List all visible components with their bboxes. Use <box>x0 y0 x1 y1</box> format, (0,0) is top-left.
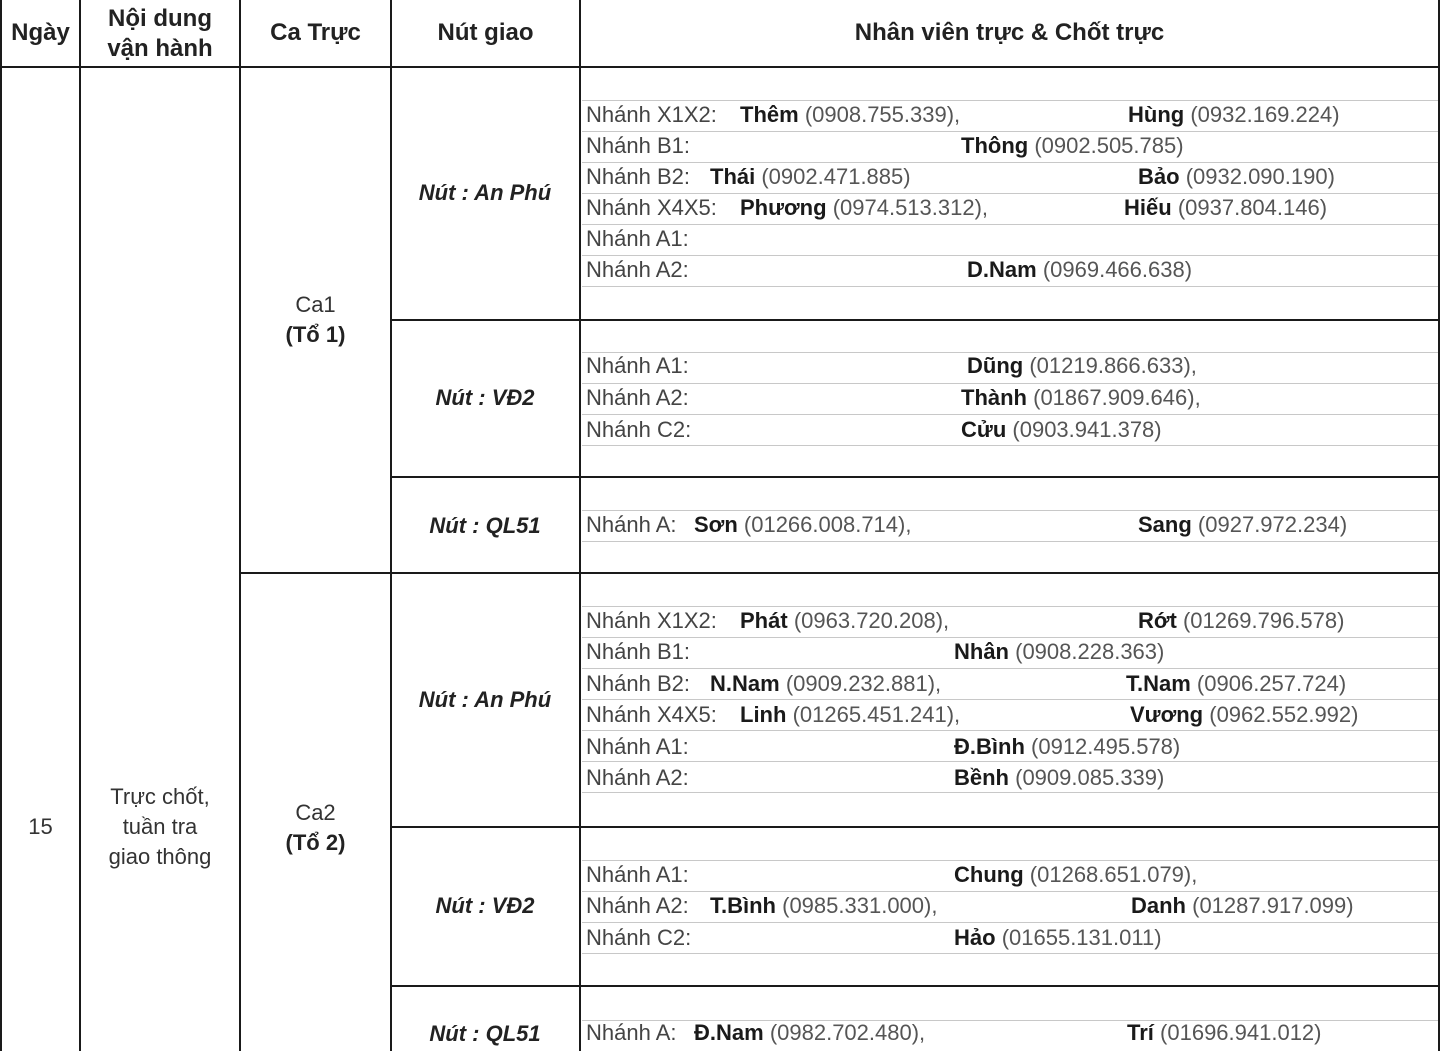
node-label: Nút : QL51 <box>429 1021 541 1046</box>
branch-label: Nhánh B2: <box>586 164 690 189</box>
staff-phone: (01696.941.012) <box>1160 1020 1322 1045</box>
staff-name: D.Nam <box>967 257 1037 282</box>
node-label: Nút : VĐ2 <box>435 385 535 410</box>
staff-phone: (0927.972.234) <box>1197 512 1348 537</box>
staff-phone: (0902.471.885) <box>761 164 911 189</box>
column-divider-day <box>79 0 81 1051</box>
staff-name: Bềnh <box>954 765 1009 790</box>
branch-label: Nhánh X1X2: <box>586 608 717 633</box>
branch-label: Nhánh X4X5: <box>586 195 717 220</box>
branch-label: Nhánh C2: <box>586 417 692 442</box>
shift-name: Ca2 <box>295 800 336 825</box>
header-shift: Ca Trực <box>270 19 361 46</box>
branch-label: Nhánh A1: <box>586 353 689 378</box>
staff-name: Thông <box>961 133 1029 158</box>
staff-name: Sơn <box>694 512 738 537</box>
header-staff: Nhân viên trực & Chốt trực <box>854 19 1165 46</box>
staff-phone: (01268.651.079), <box>1029 862 1198 887</box>
staff-name: Thái <box>710 164 756 189</box>
staff-phone: (0912.495.578) <box>1031 734 1181 759</box>
staff-phone: (0969.466.638) <box>1042 257 1193 282</box>
staff-phone: (01655.131.011) <box>1001 925 1162 950</box>
staff-phone: (0903.941.378) <box>1012 417 1162 442</box>
staff-phone: (0902.505.785) <box>1034 133 1184 158</box>
node-label: Nút : QL51 <box>429 513 541 538</box>
staff-name: Dũng <box>967 353 1024 378</box>
branch-label: Nhánh C2: <box>586 925 692 950</box>
staff-name: Vương <box>1130 702 1204 727</box>
row-divider <box>390 476 1440 478</box>
row-divider <box>390 985 1440 987</box>
staff-phone: (0932.169.224) <box>1190 102 1340 127</box>
shift-name: Ca1 <box>295 292 336 317</box>
staff-name: Rớt <box>1138 608 1177 633</box>
node-label: Nút : VĐ2 <box>435 893 535 918</box>
header-day: Ngày <box>11 19 70 46</box>
shift-divider <box>239 572 1440 574</box>
branch-label: Nhánh A: <box>586 512 677 537</box>
header-bottom-border <box>0 66 1440 68</box>
staff-phone: (0985.331.000), <box>782 893 938 918</box>
node-label: Nút : An Phú <box>418 687 552 712</box>
shift-team: (Tổ 2) <box>285 830 346 855</box>
column-divider-content <box>239 0 241 1051</box>
staff-name: Danh <box>1131 893 1186 918</box>
staff-name: Bảo <box>1138 164 1180 189</box>
staff-name: Chung <box>954 862 1024 887</box>
branch-label: Nhánh A2: <box>586 765 689 790</box>
header-content-line2: vận hành <box>107 35 213 62</box>
branch-label: Nhánh A2: <box>586 385 689 410</box>
staff-name: Linh <box>740 702 787 727</box>
table-border-right <box>1438 0 1440 1051</box>
staff-phone: (01265.451.241), <box>792 702 961 727</box>
staff-phone: (0932.090.190) <box>1185 164 1335 189</box>
staff-phone: (0909.232.881), <box>785 671 942 696</box>
staff-name: Hiếu <box>1124 195 1172 220</box>
staff-name: N.Nam <box>710 671 780 696</box>
staff-name: Đ.Bình <box>954 734 1025 759</box>
header-node: Nút giao <box>437 19 534 46</box>
staff-phone: (0937.804.146) <box>1177 195 1328 220</box>
staff-phone: (01266.008.714), <box>743 512 912 537</box>
row-divider <box>390 319 1440 321</box>
content-line: Trực chốt, <box>110 784 210 809</box>
content-line: giao thông <box>108 844 212 869</box>
content-line: tuần tra <box>122 814 198 839</box>
staff-name: Thêm <box>740 102 799 127</box>
branch-label: Nhánh A2: <box>586 257 689 282</box>
day-number: 15 <box>28 814 53 839</box>
staff-phone: (01287.917.099) <box>1192 893 1354 918</box>
staff-phone: (0982.702.480), <box>769 1020 926 1045</box>
branch-label: Nhánh X1X2: <box>586 102 717 127</box>
staff-name: Hùng <box>1128 102 1185 127</box>
branch-label: Nhánh A: <box>586 1020 677 1045</box>
staff-name: Phương <box>740 195 827 220</box>
staff-name: T.Nam <box>1126 671 1191 696</box>
node-label: Nút : An Phú <box>418 180 552 205</box>
staff-phone: (01867.909.646), <box>1033 385 1201 410</box>
staff-phone: (01219.866.633), <box>1029 353 1197 378</box>
branch-label: Nhánh A1: <box>586 734 689 759</box>
staff-phone: (0974.513.312), <box>832 195 989 220</box>
staff-phone: (0909.085.339) <box>1015 765 1165 790</box>
staff-phone: (0963.720.208), <box>793 608 950 633</box>
staff-phone: (0962.552.992) <box>1209 702 1359 727</box>
branch-label: Nhánh B1: <box>586 133 690 158</box>
staff-name: Cửu <box>961 417 1007 442</box>
branch-label: Nhánh X4X5: <box>586 702 717 727</box>
staff-name: Nhân <box>954 639 1009 664</box>
header-content-line1: Nội dung <box>108 5 212 32</box>
staff-name: Trí <box>1127 1020 1154 1045</box>
branch-label: Nhánh A1: <box>586 862 689 887</box>
branch-label: Nhánh A1: <box>586 226 689 251</box>
staff-phone: (0908.755.339), <box>804 102 961 127</box>
branch-label: Nhánh A2: <box>586 893 689 918</box>
table-border-left <box>0 0 2 1051</box>
staff-name: Đ.Nam <box>694 1020 764 1045</box>
staff-phone: (0908.228.363) <box>1015 639 1165 664</box>
staff-name: T.Bình <box>710 893 776 918</box>
staff-name: Sang <box>1138 512 1192 537</box>
staff-phone: (01269.796.578) <box>1182 608 1345 633</box>
staff-name: Phát <box>740 608 788 633</box>
branch-label: Nhánh B1: <box>586 639 690 664</box>
shift-team: (Tổ 1) <box>285 322 346 347</box>
branch-label: Nhánh B2: <box>586 671 690 696</box>
staff-name: Thành <box>961 385 1027 410</box>
row-divider <box>390 826 1440 828</box>
staff-phone: (0906.257.724) <box>1196 671 1347 696</box>
staff-name: Hảo <box>954 925 996 950</box>
